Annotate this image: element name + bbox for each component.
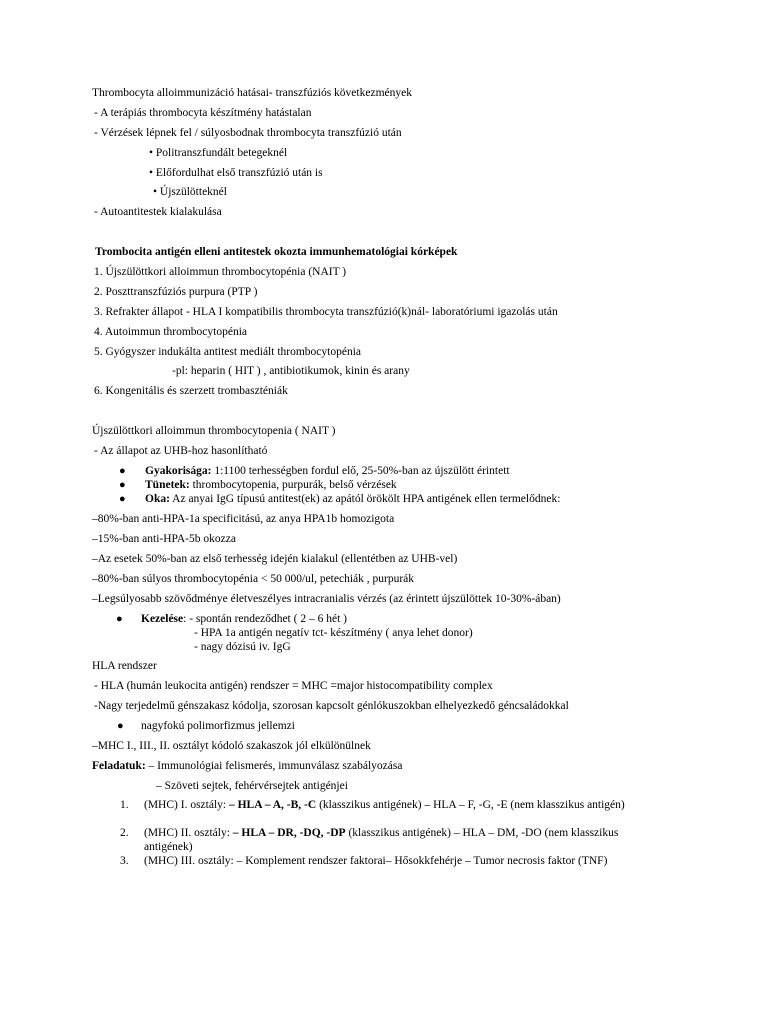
- section3-line: –80%-ban anti-HPA-1a specificitású, az anya HPA1b homozigota: [92, 513, 395, 525]
- section1-subitem: • Politranszfundált betegeknél: [149, 147, 288, 159]
- class-text: (MHC) I. osztály:: [144, 799, 229, 811]
- section3-line: –15%-ban anti-HPA-5b okozza: [92, 533, 236, 545]
- section3-line: –80%-ban súlyos thrombocytopénia < 50 000/ul, petechiák , purpurák: [92, 573, 415, 585]
- class-text: (MHC) III. osztály: – Komplement rendszer faktorai– Hősokkfehérje – Tumor necrosis faktor (TNF): [144, 855, 608, 867]
- bullet-icon: ●: [117, 720, 124, 732]
- class-text: (klasszikus antigének) – HLA – DM, -DO (nem klasszikus antigének): [144, 827, 619, 853]
- class-item: [144, 798, 664, 812]
- treatment-subline: - nagy dózisú iv. IgG: [194, 641, 291, 653]
- tasks-line: [92, 759, 402, 773]
- section2-item: 4. Autoimmun thrombocytopénia: [94, 326, 247, 338]
- section1-item: - Vérzések lépnek fel / súlyosbodnak thrombocyta transzfúzió után: [94, 127, 402, 139]
- section3-bullet: [145, 464, 510, 478]
- class-number: 1.: [120, 799, 129, 811]
- bullet-icon: ●: [119, 465, 126, 477]
- section1-item: - A terápiás thrombocyta készítmény hatástalan: [94, 107, 312, 119]
- treatment-line: [141, 612, 347, 626]
- treatment-label: Kezelése: [141, 613, 184, 625]
- section3-bullet: [145, 478, 397, 492]
- section4-bullet: nagyfokú polimorfizmus jellemzi: [141, 720, 295, 732]
- bullet-label: Oka:: [145, 493, 170, 505]
- section3-line: –Az esetek 50%-ban az első terhesség idején kialakul (ellentétben az UHB-vel): [92, 553, 458, 565]
- bullet-icon: ●: [116, 613, 123, 625]
- tasks-label: Feladatuk:: [92, 760, 146, 772]
- bullet-label: Tünetek:: [145, 479, 190, 491]
- class-text: (MHC) II. osztály:: [144, 827, 233, 839]
- class-number: 3.: [120, 855, 129, 867]
- section4-title: HLA rendszer: [92, 660, 157, 672]
- section2-item: 5. Gyógyszer indukálta antitest mediált thrombocytopénia: [94, 346, 361, 358]
- section2-subitem: -pl: heparin ( HIT ) , antibiotikumok, kinin és arany: [172, 365, 410, 377]
- section2-item: 3. Refrakter állapot - HLA I kompatibilis thrombocyta transzfúzió(k)nál- laboratóriumi igazolás után: [94, 306, 558, 318]
- bullet-text: thrombocytopenia, purpurák, belső vérzések: [189, 479, 397, 491]
- bullet-text: 1:1100 terhességben fordul elő, 25-50%-ban az újszülött érintett: [211, 465, 510, 477]
- section3-bullet: [145, 492, 560, 506]
- bullet-text: Az anyai IgG típusú antitest(ek) az apától örökölt HPA antigének ellen termelődnek:: [169, 493, 561, 505]
- section3-intro: - Az állapot az UHB-hoz hasonlítható: [94, 445, 268, 457]
- mhc-line: –MHC I., III., II. osztályt kódoló szakaszok jól elkülönülnek: [92, 740, 371, 752]
- section2-item: 2. Poszttranszfúziós purpura (PTP ): [94, 286, 258, 298]
- class-number: 2.: [120, 827, 129, 839]
- treatment-subline: - HPA 1a antigén negatív tct- készítmény ( anya lehet donor): [194, 627, 473, 639]
- section2-item: 1. Újszülöttkori alloimmun thrombocytopénia (NAIT ): [94, 266, 347, 278]
- class-hla-bold: – HLA – DR, -DQ, -DP: [232, 827, 346, 839]
- section1-subitem: • Újszülötteknél: [153, 186, 227, 198]
- class-item: [144, 854, 607, 868]
- bullet-icon: ●: [119, 493, 126, 505]
- section4-line: -Nagy terjedelmű génszakasz kódolja, szorosan kapcsolt génlókuszokban elhelyezkedő géncsaládokkal: [94, 700, 569, 712]
- class-text: (klasszikus antigének) – HLA – F, -G, -E (nem klasszikus antigén): [316, 799, 625, 811]
- section3-line: –Legsúlyosabb szövődménye életveszélyes intracranialis vérzés (az érintett újszülöttek 10-30%-ában): [92, 593, 561, 605]
- class-item: [144, 826, 664, 854]
- section2-item: 6. Kongenitális és szerzett trombaszténiák: [94, 385, 288, 397]
- tasks-text: – Immunológiai felismerés, immunválasz szabályozása: [145, 760, 403, 772]
- section3-title: Újszülöttkori alloimmun thrombocytopenia ( NAIT ): [92, 425, 336, 437]
- section1-title: Thrombocyta alloimmunizáció hatásai- transzfúziós következmények: [92, 87, 412, 99]
- section1-item: - Autoantitestek kialakulása: [94, 206, 222, 218]
- bullet-icon: ●: [119, 479, 126, 491]
- bullet-label: Gyakorisága:: [145, 465, 212, 477]
- section2-title: Trombocita antigén elleni antitestek okozta immunhematológiai kórképek: [95, 246, 458, 258]
- tasks-subline: – Szöveti sejtek, fehérvérsejtek antigénjei: [156, 780, 348, 792]
- class-hla-bold: – HLA – A, -B, -C: [228, 799, 317, 811]
- treatment-text: : - spontán rendeződhet ( 2 – 6 hét ): [183, 613, 347, 625]
- section4-line: - HLA (humán leukocita antigén) rendszer = MHC =major histocompatibility complex: [94, 680, 493, 692]
- section1-subitem: • Előfordulhat első transzfúzió után is: [149, 167, 323, 179]
